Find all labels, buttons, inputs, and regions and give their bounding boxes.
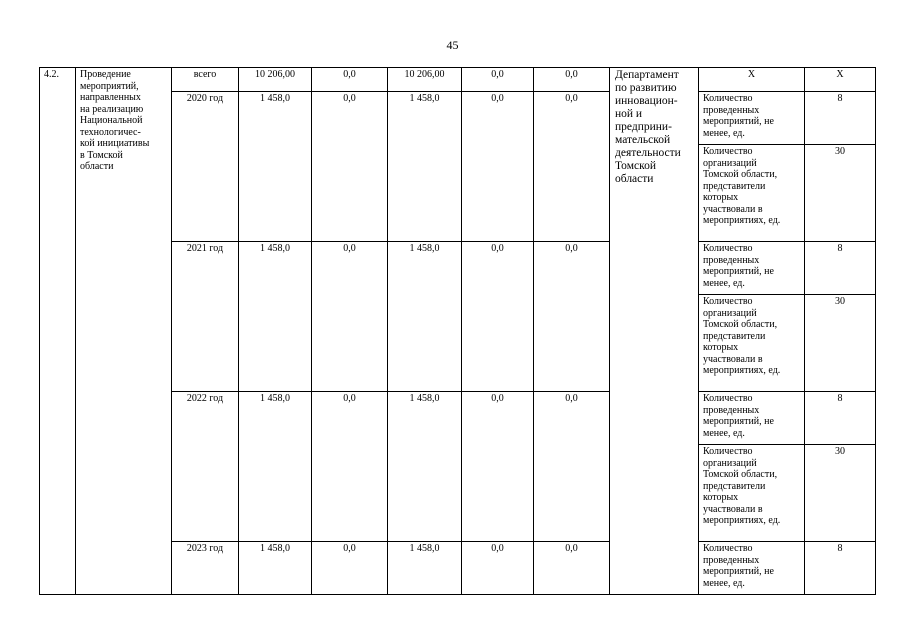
text-line: инновацион- bbox=[615, 95, 678, 107]
page-number: 45 bbox=[446, 38, 459, 52]
text-line: Томской области, bbox=[703, 319, 778, 330]
text-line: Количество bbox=[703, 146, 753, 157]
text-line: мероприятий, bbox=[80, 80, 139, 92]
value-cell: 1 458,0 bbox=[239, 242, 312, 392]
value-cell: 1 458,0 bbox=[388, 392, 462, 542]
value-cell: 10 206,00 bbox=[239, 68, 312, 92]
indicator-value-cell: 8 bbox=[805, 392, 876, 445]
value-cell: 1 458,0 bbox=[239, 92, 312, 242]
text-line: направленных bbox=[80, 92, 141, 103]
text-line: деятельности bbox=[615, 147, 681, 159]
indicator-name bbox=[703, 393, 800, 439]
text-line: Проведение bbox=[80, 69, 131, 80]
text-line: проведенных bbox=[703, 554, 760, 566]
indicator-cell bbox=[699, 242, 805, 295]
text-line: мероприятиях, ед. bbox=[703, 515, 781, 526]
text-line: которых bbox=[703, 342, 739, 353]
indicator-value-cell: 30 bbox=[805, 145, 876, 242]
table-body bbox=[40, 68, 876, 595]
text-line: мательской bbox=[615, 134, 671, 146]
text-line: на реализацию bbox=[80, 103, 144, 115]
period-cell: 2020 год bbox=[172, 92, 239, 242]
text-line: мероприятий, не bbox=[703, 416, 774, 427]
value-cell: 0,0 bbox=[534, 392, 610, 542]
text-line: организаций bbox=[703, 157, 757, 169]
indicator-cell bbox=[699, 445, 805, 542]
department-name bbox=[615, 69, 694, 186]
value-cell: 0,0 bbox=[312, 392, 388, 542]
indicator-name bbox=[703, 296, 800, 377]
text-line: представители bbox=[703, 180, 766, 192]
value-cell: 0,0 bbox=[312, 68, 388, 92]
text-line: Национальной bbox=[80, 115, 143, 126]
indicator-name bbox=[703, 146, 800, 227]
text-line: представители bbox=[703, 480, 766, 492]
value-cell: 1 458,0 bbox=[388, 92, 462, 242]
value-cell: 1 458,0 bbox=[388, 542, 462, 595]
value-cell: 1 458,0 bbox=[239, 542, 312, 595]
text-line: проведенных bbox=[703, 404, 760, 416]
text-line: по развитию bbox=[615, 82, 677, 94]
indicator-cell: Х bbox=[699, 68, 805, 92]
indicator-name bbox=[703, 543, 800, 589]
department-cell bbox=[610, 68, 699, 595]
text-line: менее, ед. bbox=[703, 127, 745, 139]
value-cell: 0,0 bbox=[462, 392, 534, 542]
activity-name-cell bbox=[76, 68, 172, 595]
indicator-value-cell: 8 bbox=[805, 242, 876, 295]
indicator-value-cell: 8 bbox=[805, 542, 876, 595]
value-cell: 10 206,00 bbox=[388, 68, 462, 92]
text-line: Количество bbox=[703, 243, 753, 254]
value-cell: 0,0 bbox=[462, 92, 534, 242]
text-line: менее, ед. bbox=[703, 427, 745, 439]
text-line: мероприятий, не bbox=[703, 116, 774, 127]
value-cell: 0,0 bbox=[462, 68, 534, 92]
text-line: области bbox=[615, 173, 654, 185]
value-cell: 0,0 bbox=[534, 242, 610, 392]
text-line: в Томской bbox=[80, 149, 123, 161]
text-line: мероприятий, не bbox=[703, 266, 774, 277]
text-line: которых bbox=[703, 492, 739, 503]
indicator-name bbox=[703, 243, 800, 289]
text-line: ной и bbox=[615, 108, 643, 120]
text-line: Количество bbox=[703, 393, 753, 404]
text-line: Томской области, bbox=[703, 169, 778, 180]
text-line: мероприятий, не bbox=[703, 566, 774, 577]
text-line: участвовали в bbox=[703, 503, 763, 515]
indicator-cell bbox=[699, 145, 805, 242]
value-cell: 0,0 bbox=[534, 92, 610, 242]
indicator-name bbox=[703, 93, 800, 139]
text-line: организаций bbox=[703, 307, 757, 319]
text-line: технологичес- bbox=[80, 126, 141, 138]
value-cell: 0,0 bbox=[534, 542, 610, 595]
value-cell: 1 458,0 bbox=[239, 392, 312, 542]
period-cell: 2021 год bbox=[172, 242, 239, 392]
indicator-cell bbox=[699, 542, 805, 595]
indicator-value-cell: 30 bbox=[805, 295, 876, 392]
value-cell: 1 458,0 bbox=[388, 242, 462, 392]
text-line: кой инициативы bbox=[80, 138, 150, 149]
text-line: мероприятиях, ед. bbox=[703, 215, 781, 226]
text-line: мероприятиях, ед. bbox=[703, 365, 781, 376]
period-cell: 2023 год bbox=[172, 542, 239, 595]
value-cell: 0,0 bbox=[312, 92, 388, 242]
text-line: Томской области, bbox=[703, 469, 778, 480]
text-line: предприни- bbox=[615, 121, 672, 133]
text-line: Томской bbox=[615, 160, 656, 172]
indicator-cell bbox=[699, 392, 805, 445]
indicator-value-cell: 30 bbox=[805, 445, 876, 542]
value-cell: 0,0 bbox=[312, 542, 388, 595]
text-line: менее, ед. bbox=[703, 577, 745, 589]
indicator-name bbox=[703, 446, 800, 527]
indicator-cell bbox=[699, 295, 805, 392]
value-cell: 0,0 bbox=[534, 68, 610, 92]
program-table bbox=[39, 67, 876, 595]
row-number-cell: 4.2. bbox=[40, 68, 76, 595]
text-line: Департамент bbox=[615, 69, 679, 81]
indicator-value-cell: 8 bbox=[805, 92, 876, 145]
activity-name bbox=[80, 69, 167, 173]
value-cell: 0,0 bbox=[462, 242, 534, 392]
indicator-value-cell: Х bbox=[805, 68, 876, 92]
value-cell: 0,0 bbox=[462, 542, 534, 595]
indicator-cell bbox=[699, 92, 805, 145]
text-line: участвовали в bbox=[703, 353, 763, 365]
text-line: проведенных bbox=[703, 104, 760, 116]
period-cell: 2022 год bbox=[172, 392, 239, 542]
text-line: Количество bbox=[703, 296, 753, 307]
text-line: Количество bbox=[703, 543, 753, 554]
text-line: которых bbox=[703, 192, 739, 203]
text-line: проведенных bbox=[703, 254, 760, 266]
text-line: представители bbox=[703, 330, 766, 342]
value-cell: 0,0 bbox=[312, 242, 388, 392]
text-line: менее, ед. bbox=[703, 277, 745, 289]
text-line: организаций bbox=[703, 457, 757, 469]
text-line: Количество bbox=[703, 446, 753, 457]
text-line: участвовали в bbox=[703, 203, 763, 215]
table-row-total bbox=[40, 68, 876, 92]
text-line: области bbox=[80, 161, 114, 172]
text-line: Количество bbox=[703, 93, 753, 104]
period-cell: всего bbox=[172, 68, 239, 92]
